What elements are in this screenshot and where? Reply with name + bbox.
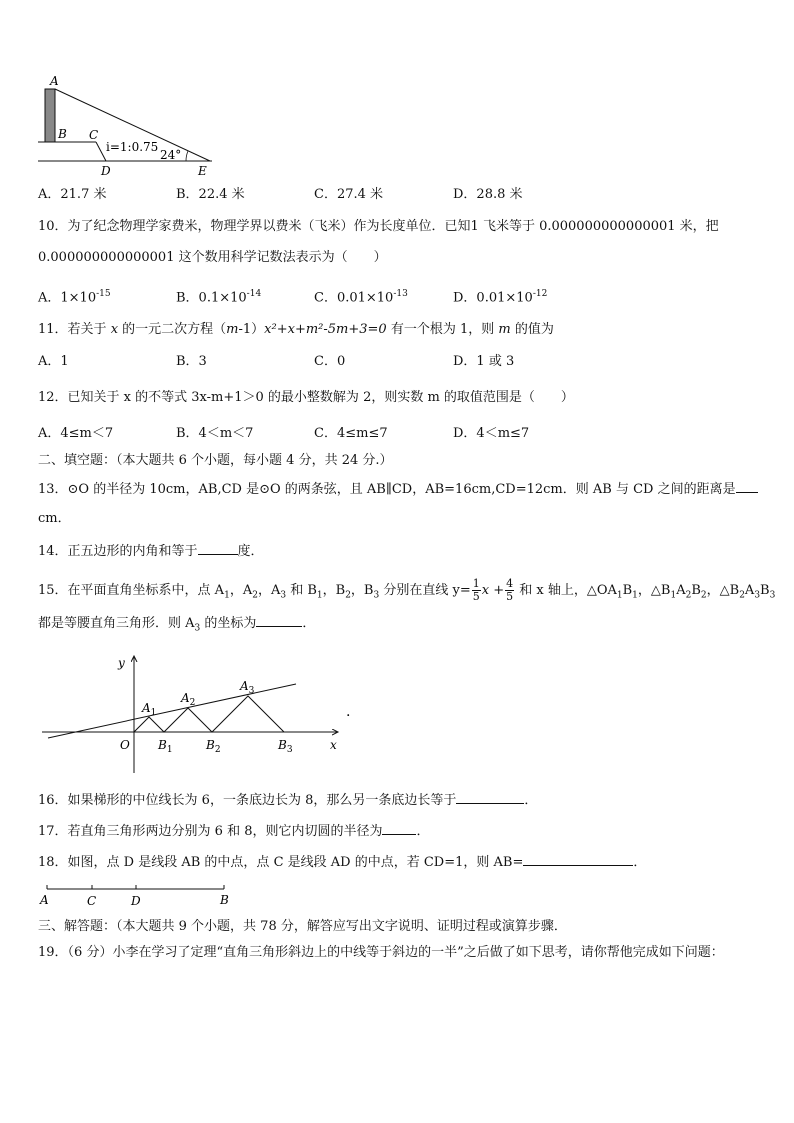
q16-answer-blank[interactable] [456,791,524,804]
label-B2: $B_2$ [206,738,221,755]
q19-stem: 19．（6 分）小李在学习了定理“直角三角形斜边上的中线等于斜边的一半”之后做了如下思考，请你帮他完成如下问题： [38,945,724,960]
q18-figure [38,880,238,910]
label-C: C [87,894,97,908]
q15-line2: 都是等腰直角三角形．则 $A_3$ 的坐标为 ． [38,616,316,634]
fraction-1-5: $\frac{1}{5}$ [472,577,480,603]
q10-option-b: B．$0.1\times 10^{-14}$ [176,289,262,306]
label-A: A [50,74,59,88]
q12-option-c: C．4≤m≤7 [314,426,388,441]
label-B: B [220,893,229,907]
q17-answer-blank[interactable] [382,822,416,835]
angle-arc [186,151,188,161]
label-B3: $B_3$ [278,738,293,755]
q10-line1: 10．为了纪念物理学家费米，物理学界以费米（飞米）作为长度单位．已知1 飞米等于 0.000000000000001 米，把 [38,219,719,234]
label-B1: $B_1$ [158,738,173,755]
q17-stem: 17．若直角三角形两边分别为 6 和 8，则它内切圆的半径为 ． [38,824,430,839]
q9-option-b: B．22.4 米 [176,187,245,202]
q15-line1: 15．在平面直角坐标系中，点 $A_1$，$A_2$，$A_3$ 和 $B_1$，$B_2$，$B_3$ 分别在直线 y= $\frac{1}{5}$ x + $\frac{4}{5}$ 和 x 轴上，$\triangle OA_1B_1$，$\triangle B_1A_2B_2$，$\triangle B_2A_3B_3$ [38,577,776,603]
q16-stem: 16．如果梯形的中位线长为 6，一条底边长为 8，那么另一条底边长等于 ． [38,793,538,808]
section-3-heading: 三、解答题：（本大题共 9 个小题，共 78 分，解答应写出文字说明、证明过程或演算步骤． [38,919,567,934]
q11-stem: 11．若关于 x 的一元二次方程（m-1）x²+x+m²-5m+3=0 有一个根为 1，则 m 的值为 [38,322,554,337]
q10-line2: 0.000000000000001 这个数用科学记数法表示为（ ） [38,250,387,265]
label-A: A [40,893,49,907]
q11-option-a: A．1 [38,354,69,369]
q13-line1: 13．⊙O 的半径为 10cm，AB,CD 是⊙O 的两条弦，且 AB∥CD，AB=16cm,CD=12cm．则 AB 与 CD 之间的距离是 [38,480,758,498]
label-C: C [89,128,99,142]
label-O: O [120,738,130,752]
q9-option-a: A．21.7 米 [38,187,107,202]
q9-figure [36,72,226,180]
q11-option-c: C．0 [314,354,346,369]
q15-figure [38,648,368,776]
q18-stem: 18．如图，点 D 是线段 AB 的中点，点 C 是线段 AD 的中点，若 CD=1，则 AB= ． [38,855,647,870]
label-angle: 24° [160,148,182,162]
q12-stem: 12．已知关于 x 的不等式 3x-m+1＞0 的最小整数解为 2，则实数 m 的取值范围是（ ） [38,390,574,405]
line-y-eq [48,684,296,738]
q11-option-b: B．3 [176,354,207,369]
q14-answer-blank[interactable] [198,542,238,555]
pole-shape [45,89,55,142]
q9-option-c: C．27.4 米 [314,187,384,202]
trailing-dot: . [346,704,351,720]
q12-option-a: A．4≤m＜7 [38,426,114,441]
label-slope: i=1:0.75 [106,140,159,154]
q10-option-d: D．$0.01\times 10^{-12}$ [453,289,548,306]
q11-option-d: D．1 或 3 [453,354,515,369]
q12-option-d: D．4＜m≤7 [453,426,530,441]
q10-option-c: C．$0.01\times 10^{-13}$ [314,289,408,306]
q18-answer-blank[interactable] [523,853,633,866]
slope-CD [96,142,106,161]
label-y: y [118,656,125,670]
label-D: D [101,164,111,178]
label-D: D [131,894,141,908]
label-A2: $A_2$ [181,691,196,708]
label-A1: $A_1$ [142,701,157,718]
section-2-heading: 二、填空题：（本大题共 6 个小题，每小题 4 分，共 24 分.） [38,453,393,468]
q13-answer-blank[interactable] [736,480,758,493]
q12-option-b: B．4＜m＜7 [176,426,254,441]
q13-line2: cm． [38,511,71,526]
label-E: E [198,164,207,178]
fraction-4-5: $\frac{4}{5}$ [506,577,514,603]
q15-answer-blank[interactable] [256,614,302,627]
label-A3: $A_3$ [240,679,255,696]
label-x: x [330,738,337,752]
label-B: B [58,127,67,141]
q10-option-a: A．$1\times 10^{-15}$ [38,289,111,306]
q14-stem: 14．正五边形的内角和等于 度． [38,544,264,559]
q9-option-d: D．28.8 米 [453,187,523,202]
